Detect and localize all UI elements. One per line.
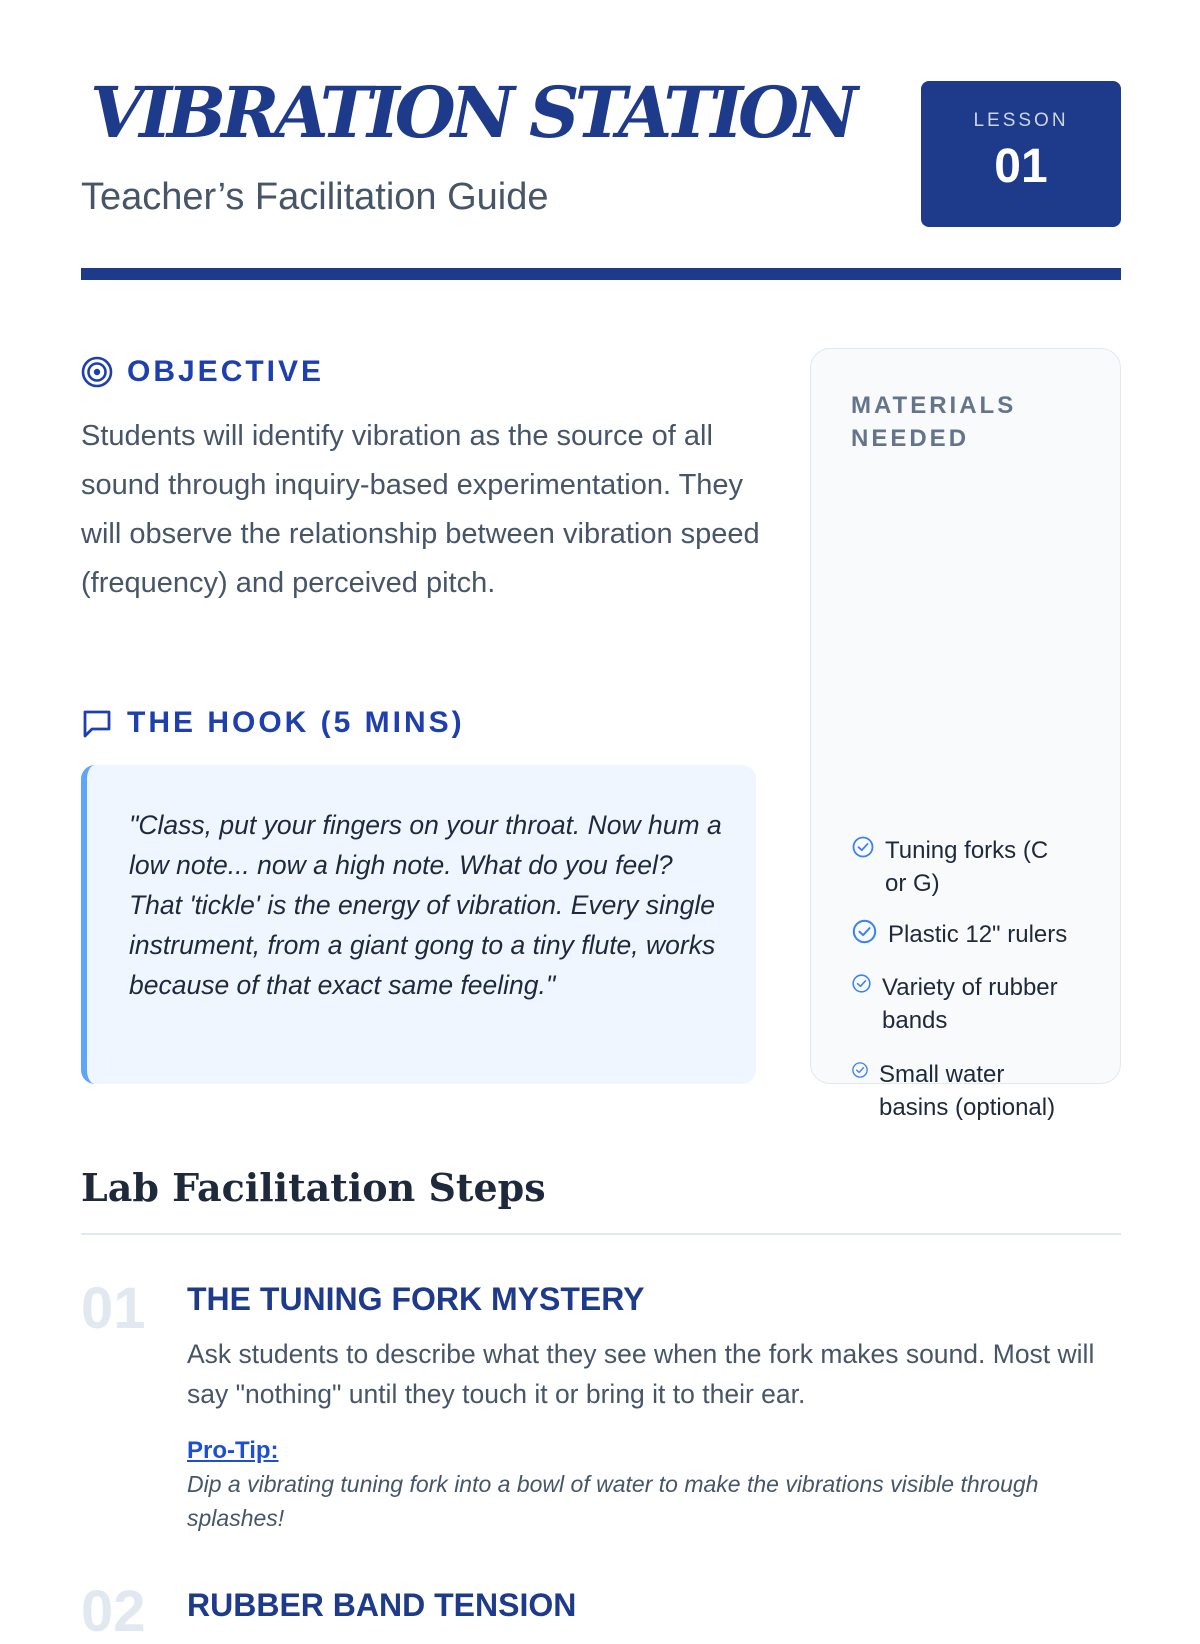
step-number: 02: [81, 1579, 146, 1644]
page-subtitle: Teacher’s Facilitation Guide: [81, 176, 549, 218]
material-item: [851, 918, 1108, 951]
hook-heading: [81, 706, 465, 740]
pro-tip-link[interactable]: Pro-Tip:: [187, 1437, 279, 1464]
header-divider: [81, 268, 1121, 280]
hook-quote: "Class, put your fingers on your throat. Now hum a low note... now a high note. What do you feel? That 'tickle' is the energy of vibration. Every single instrument, from a giant gong to a tiny flute, works because of that exact same feeling.": [129, 810, 722, 1000]
lesson-label: LESSON: [973, 110, 1069, 131]
material-item: [851, 834, 1065, 900]
material-label: Plastic 12" rulers: [888, 921, 1068, 948]
hook-heading-label: THE HOOK (5 MINS): [127, 706, 465, 739]
step-title: RUBBER BAND TENSION: [187, 1587, 577, 1623]
page-title: VIBRATION STATION: [90, 71, 854, 154]
objective-heading: [81, 355, 324, 389]
steps-title: Lab Facilitation Steps: [81, 1165, 546, 1210]
step-number: 01: [81, 1276, 146, 1341]
target-icon: [81, 356, 113, 388]
message-icon: [81, 707, 113, 739]
material-label: Small water basins (optional): [879, 1061, 1056, 1121]
hook-quote-box: [81, 765, 756, 1084]
check-circle-icon: [851, 835, 875, 859]
step-description: Ask students to describe what they see when the fork makes sound. Most will say "nothing" until they touch it or bring it to their ear.: [187, 1339, 1095, 1409]
lesson-number: 01: [994, 140, 1048, 193]
check-circle-icon: [851, 973, 872, 994]
material-label: Variety of rubber bands: [882, 974, 1058, 1034]
material-item: [851, 1058, 1079, 1124]
check-circle-icon: [851, 1061, 869, 1079]
objective-text: Students will identify vibration as the source of all sound through inquiry-based experimentation. They will observe the relationship between vibration speed (frequency) and perceived pitch.: [81, 420, 760, 599]
material-item: [851, 971, 1082, 1037]
lesson-badge: [921, 81, 1121, 227]
step-title: THE TUNING FORK MYSTERY: [187, 1281, 645, 1317]
material-label: Tuning forks (C or G): [885, 837, 1049, 897]
objective-heading-label: OBJECTIVE: [127, 355, 325, 388]
materials-card: [810, 348, 1121, 1121]
materials-title: MATERIALS NEEDED: [851, 392, 1017, 452]
pro-tip-text: Dip a vibrating tuning fork into a bowl of water to make the vibrations visible through splashes!: [187, 1471, 1039, 1531]
steps-divider: [81, 1233, 1121, 1235]
check-circle-icon: [851, 918, 878, 945]
